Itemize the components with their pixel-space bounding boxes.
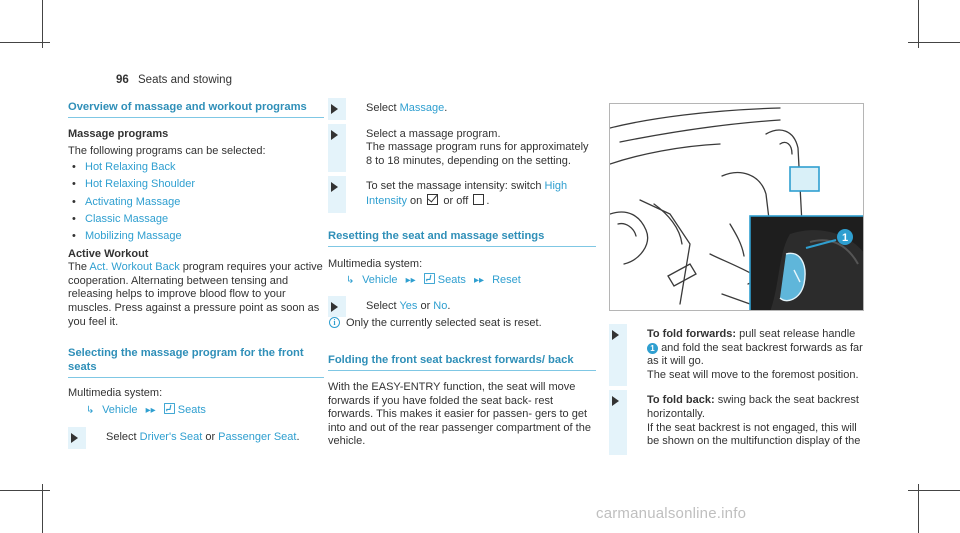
yes-link[interactable]: Yes — [399, 299, 418, 312]
step-fold-forwards — [609, 328, 865, 382]
page-number: 96 — [116, 74, 129, 86]
watermark: carmanualsonline.info — [596, 505, 747, 522]
step-select-program — [328, 128, 596, 169]
return-arrow-icon: ↳ — [86, 404, 95, 416]
checkbox-empty-icon — [473, 194, 484, 205]
passenger-seat-link[interactable]: Passenger Seat — [218, 431, 297, 444]
nav-vehicle[interactable]: Vehicle — [102, 403, 138, 416]
text: Select a massage program. — [366, 127, 501, 140]
text: Only the currently selected seat is reset. — [346, 317, 542, 330]
crop-mark — [908, 490, 960, 491]
text: Select — [366, 299, 397, 312]
return-arrow-icon: ↳ — [346, 275, 355, 287]
page-header — [116, 74, 232, 86]
crop-mark — [42, 484, 43, 533]
program-list — [68, 161, 324, 243]
step-arrow-icon — [612, 396, 619, 406]
step-fold-back — [609, 394, 865, 448]
step-arrow-icon — [71, 433, 78, 443]
double-chevron-icon: ▸▸ — [405, 275, 416, 287]
active-workout-title: Active Workout — [68, 247, 149, 260]
text: The massage program runs for approximately 8 to 18 minutes, depending on the setting. — [366, 141, 589, 167]
crop-mark — [918, 484, 919, 533]
program-link[interactable]: Activating Massage — [85, 195, 181, 208]
crop-mark — [0, 42, 50, 43]
text: . — [296, 431, 300, 444]
text: Select — [366, 102, 397, 114]
text: or — [420, 299, 431, 312]
step-intensity: To set the massage intensity: switch High Intensity on or off . — [328, 180, 596, 208]
text: To set the massage intensity: switch — [366, 180, 542, 193]
breadcrumb — [68, 403, 324, 418]
text: The — [68, 261, 87, 274]
overview-heading: Overview of massage and workout programs — [68, 100, 324, 118]
step-arrow-icon — [331, 182, 338, 192]
seat-icon — [164, 403, 175, 414]
step-select-yes-no — [328, 300, 596, 314]
text: Select — [106, 431, 137, 444]
text: on — [410, 194, 423, 207]
nav-seats[interactable]: Seats — [177, 403, 206, 416]
list-item — [68, 196, 324, 210]
text: . — [444, 102, 448, 114]
double-chevron-icon: ▸▸ — [145, 404, 156, 416]
callout-badge: 1 — [647, 343, 658, 354]
text: or — [205, 431, 216, 444]
step-arrow-icon — [331, 130, 338, 140]
double-chevron-icon: ▸▸ — [473, 275, 485, 287]
high-intensity-link[interactable]: High Intensity — [366, 180, 568, 207]
column-1 — [68, 100, 324, 445]
massage-intro: The following programs can be selected: — [68, 144, 266, 157]
section-title: Seats and stowing — [138, 74, 232, 86]
nav-reset[interactable]: Reset — [492, 274, 521, 287]
nav-vehicle[interactable]: Vehicle — [362, 274, 398, 287]
massage-link[interactable]: Massage — [399, 102, 445, 114]
text: The seat will move to the foremost position. — [647, 368, 859, 381]
text: program requires your active cooperation. Alternating between tensing and releasing helps to improve blood flow to your muscles. Press against a pressure point as soon as you feel it. — [68, 261, 323, 328]
reset-note — [328, 317, 596, 331]
crop-mark — [908, 42, 960, 43]
info-icon: i — [329, 317, 340, 328]
multimedia-label: Multimedia system: — [328, 257, 423, 270]
column-2 — [328, 100, 596, 449]
step-select-seat — [68, 431, 324, 445]
list-item — [68, 213, 324, 227]
step-arrow-icon — [331, 302, 338, 312]
massage-programs-title: Massage programs — [68, 128, 169, 140]
fold-back-title: To fold back: — [647, 394, 715, 407]
crop-mark — [0, 490, 50, 491]
folding-heading: Folding the front seat backrest forwards/ back — [328, 353, 596, 371]
step-arrow-icon — [612, 330, 619, 340]
fold-forwards-title: To fold forwards: — [647, 328, 737, 340]
program-link[interactable]: Hot Relaxing Shoulder — [85, 178, 196, 191]
seat-icon — [424, 273, 435, 284]
text: . — [447, 299, 451, 312]
multimedia-label: Multimedia system: — [68, 387, 163, 400]
text: or off — [443, 194, 469, 207]
active-workout-text — [68, 261, 324, 329]
breadcrumb — [328, 273, 596, 288]
seat-illustration-svg — [610, 104, 864, 311]
nav-seats[interactable]: Seats — [437, 274, 466, 287]
highlight-box — [790, 167, 819, 191]
column-3 — [609, 328, 865, 449]
callout-number: 1 — [841, 232, 849, 244]
text: and fold the seat backrest forwards as far as it will go. — [647, 341, 863, 368]
checkbox-checked-icon — [427, 194, 438, 205]
program-link[interactable]: Mobilizing Massage — [85, 229, 182, 242]
no-link[interactable]: No — [433, 299, 448, 312]
text: swing back the seat backrest horizontally. — [647, 394, 859, 420]
text: If the seat backrest is not engaged, this will be shown on the multifunction display of the — [647, 421, 861, 448]
text: pull seat release handle — [739, 328, 856, 340]
drivers-seat-link[interactable]: Driver's Seat — [139, 431, 203, 444]
step-select-massage — [328, 102, 596, 116]
crop-mark — [42, 0, 43, 48]
selecting-heading: Selecting the massage program for the front seats — [68, 346, 324, 378]
program-link[interactable]: Hot Relaxing Back — [85, 161, 176, 174]
seat-backrest-illustration — [609, 103, 864, 311]
list-item — [68, 161, 324, 175]
step-arrow-icon — [331, 104, 338, 114]
folding-text: With the EASY-ENTRY function, the seat will move forwards if you have folded the seat back- rest forwards. This makes it easier for passen- gers to get into and out of the rear passenger compartment of the vehicle. — [328, 380, 591, 448]
workout-back-link[interactable]: Act. Workout Back — [89, 261, 180, 274]
program-link[interactable]: Classic Massage — [85, 212, 169, 225]
list-item — [68, 230, 324, 244]
list-item — [68, 178, 324, 192]
crop-mark — [918, 0, 919, 48]
resetting-heading: Resetting the seat and massage settings — [328, 229, 596, 247]
